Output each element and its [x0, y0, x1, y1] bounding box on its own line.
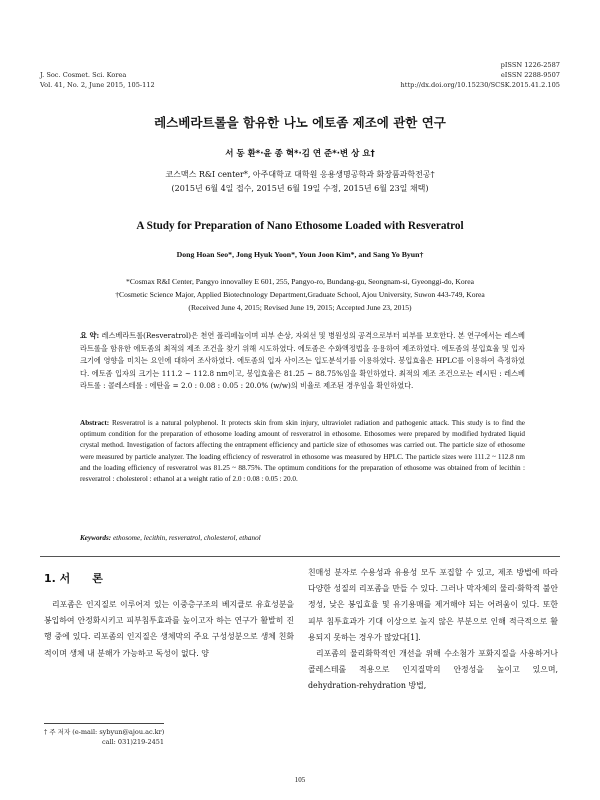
keywords-label: Keywords: — [80, 534, 112, 542]
dates-korean: (2015년 6월 4일 접수, 2015년 6월 19일 수정, 2015년 6월 23일 채택) — [171, 184, 429, 193]
affiliation-korean — [0, 168, 600, 196]
journal-citation — [40, 70, 155, 90]
abstract-english-text: Resveratrol is a natural polyphenol. It protects skin from skin injury, ultraviolet radiation and pathogenic attack. This study is to find the optimum condition for the preparation of ethosome loading amount of resveratrol in ethosome. Ethosomes were prepared by modified hydrated liquid crystal method. Investigation of factors affecting the entrapment efficiency and particle size of ethosomes was carried out. The particle size of ethosome were measured by particle analyzer. The loading efficiency of resveratrol in ethosome was measured by HPLC. The particle sizes were 111.2 ~ 112.8 nm and the loading efficiency of resveratrol was 81.25 ~ 88.75%. The optimum conditions for the preparation of ethosome was obtained from of lecithin : resveratrol : cholesterol : ethanol at a weight ratio of 2.0 : 0.08 : 0.05 : 20.0. — [80, 419, 525, 484]
eissn: eISSN 2288-9507 — [500, 71, 560, 79]
abstract-korean-label: 요 약: — [80, 331, 100, 340]
affiliation-korean-line: 코스맥스 R&I center*, 아주대학교 대학원 응용생명공학과 화장품과학전공† — [165, 170, 435, 179]
abstract-english-label: Abstract: — [80, 419, 110, 427]
footnote-divider — [44, 723, 164, 724]
page-number: 105 — [294, 776, 306, 784]
pissn: pISSN 1226-2587 — [500, 61, 560, 69]
abstract-korean-text: 레스베라트롤(Resveratrol)은 천연 폴리페놀이며 피부 손상, 자외선 및 병원성의 공격으로부터 피부를 보호한다. 본 연구에서는 레스베라트롤을 함유한 에토좀의 최적의 제조 조건을 찾기 위해 시도하였다. 에토좀은 수화액정법을 응용하여 제조하였다. 에토좀의 봉입효율 및 입자 크기에 영향을 미치는 요인에 대하여 조사하였다. 에토좀의 입자 사이즈는 입도분석기를 이용하였다. 봉입효율은 HPLC를 이용하여 측정하였다. 에토좀 입자의 크기는 111.2 ~ 112.8 nm이고, 봉입효율은 81.25 ~ 88.75%임을 확인하였다. 최적의 제조 조건으로는 레시틴 : 레스베라트롤 : 콜레스테롤 : 에탄올 = 2.0 : 0.08 : 0.05 : 20.0% (w/w)의 비율로 제조된 경우임을 확인하였다. — [80, 331, 525, 390]
affiliation-english-2: †Cosmetic Science Major, Applied Biotechnology Department,Graduate School, Ajou University, Suwon 443-749, Korea — [115, 290, 485, 299]
keywords — [80, 534, 525, 542]
affiliation-english-1: *Cosmax R&I Center, Pangyo innovalley E 601, 255, Pangyo-ro, Bundang-gu, Seongnam-si, Gyeonggi-do, Korea — [126, 277, 474, 286]
dates-english: (Received June 4, 2015; Revised June 19, 2015; Accepted June 23, 2015) — [188, 303, 412, 312]
authors-korean: 서 동 환*·윤 종 혁*·김 연 준*·변 상 요† — [225, 149, 375, 159]
journal-name: J. Soc. Cosmet. Sci. Korea — [40, 71, 127, 79]
authors-english: Dong Hoan Seo*, Jong Hyuk Yoon*, Youn Joon Kim*, and Sang Yo Byun† — [176, 250, 424, 259]
doi-link[interactable]: http://dx.doi.org/10.15230/SCSK.2015.41.2.105 — [400, 81, 560, 89]
journal-volume: Vol. 41, No. 2, June 2015, 105-112 — [40, 81, 155, 89]
keywords-text: ethosome, lecithin, resveratrol, cholesterol, ethanol — [112, 534, 261, 542]
body-paragraph: 리포좀의 물리화학적인 개선을 위해 수소첨가 포화지질을 사용하거나 콜레스테롤 적용으로 인지질막의 안정성을 높이고 있으며, dehydration-rehydration 방법, — [308, 649, 558, 691]
footnote-phone: call: 031)219-2451 — [102, 738, 165, 746]
affiliation-english — [0, 275, 600, 314]
section-divider — [40, 556, 560, 557]
body-column-left — [44, 597, 294, 662]
footnote-author-email: † 주 저자 (e-mail: sybyun@ajou.ac.kr) — [44, 728, 165, 736]
title-korean: 레스베라트롤을 함유한 나노 에토좀 제조에 관한 연구 — [154, 115, 446, 130]
title-english: A Study for Preparation of Nano Ethosome Loaded with Resveratrol — [136, 220, 464, 232]
body-paragraph: 리포좀은 인지질로 이루어져 있는 이중층구조의 베지클로 유효성분을 봉입하여 안정화시키고 피부침투효과를 높이고자 하는 연구가 활발히 진행 중에 있다. 리포좀의 인지질은 생체막의 주요 구성성분으로 생체 친화적이며 생체 내 분해가 가능하고 독성이 없다. 양 — [44, 600, 294, 658]
body-column-right — [308, 565, 558, 695]
footnote — [44, 727, 164, 747]
journal-identifiers — [401, 60, 560, 90]
body-paragraph: 친매성 분자로 수용성과 유용성 모두 포집할 수 있고, 제조 방법에 따라 다양한 성질의 리포좀을 만들 수 있다. 그러나 막자체의 물리·화학적 불안정성, 낮은 봉입효율 및 유기용매를 제거해야 되는 어려움이 있다. 또한 피부 침투효과가 기대 이상으로 높지 않은 부분으로 인해 적극적으로 활용되지 못하는 경우가 많았다[1]. — [308, 568, 558, 642]
section-heading-introduction: 1. 서 론 — [44, 572, 103, 585]
abstract-korean — [80, 330, 525, 393]
abstract-english — [80, 418, 525, 485]
